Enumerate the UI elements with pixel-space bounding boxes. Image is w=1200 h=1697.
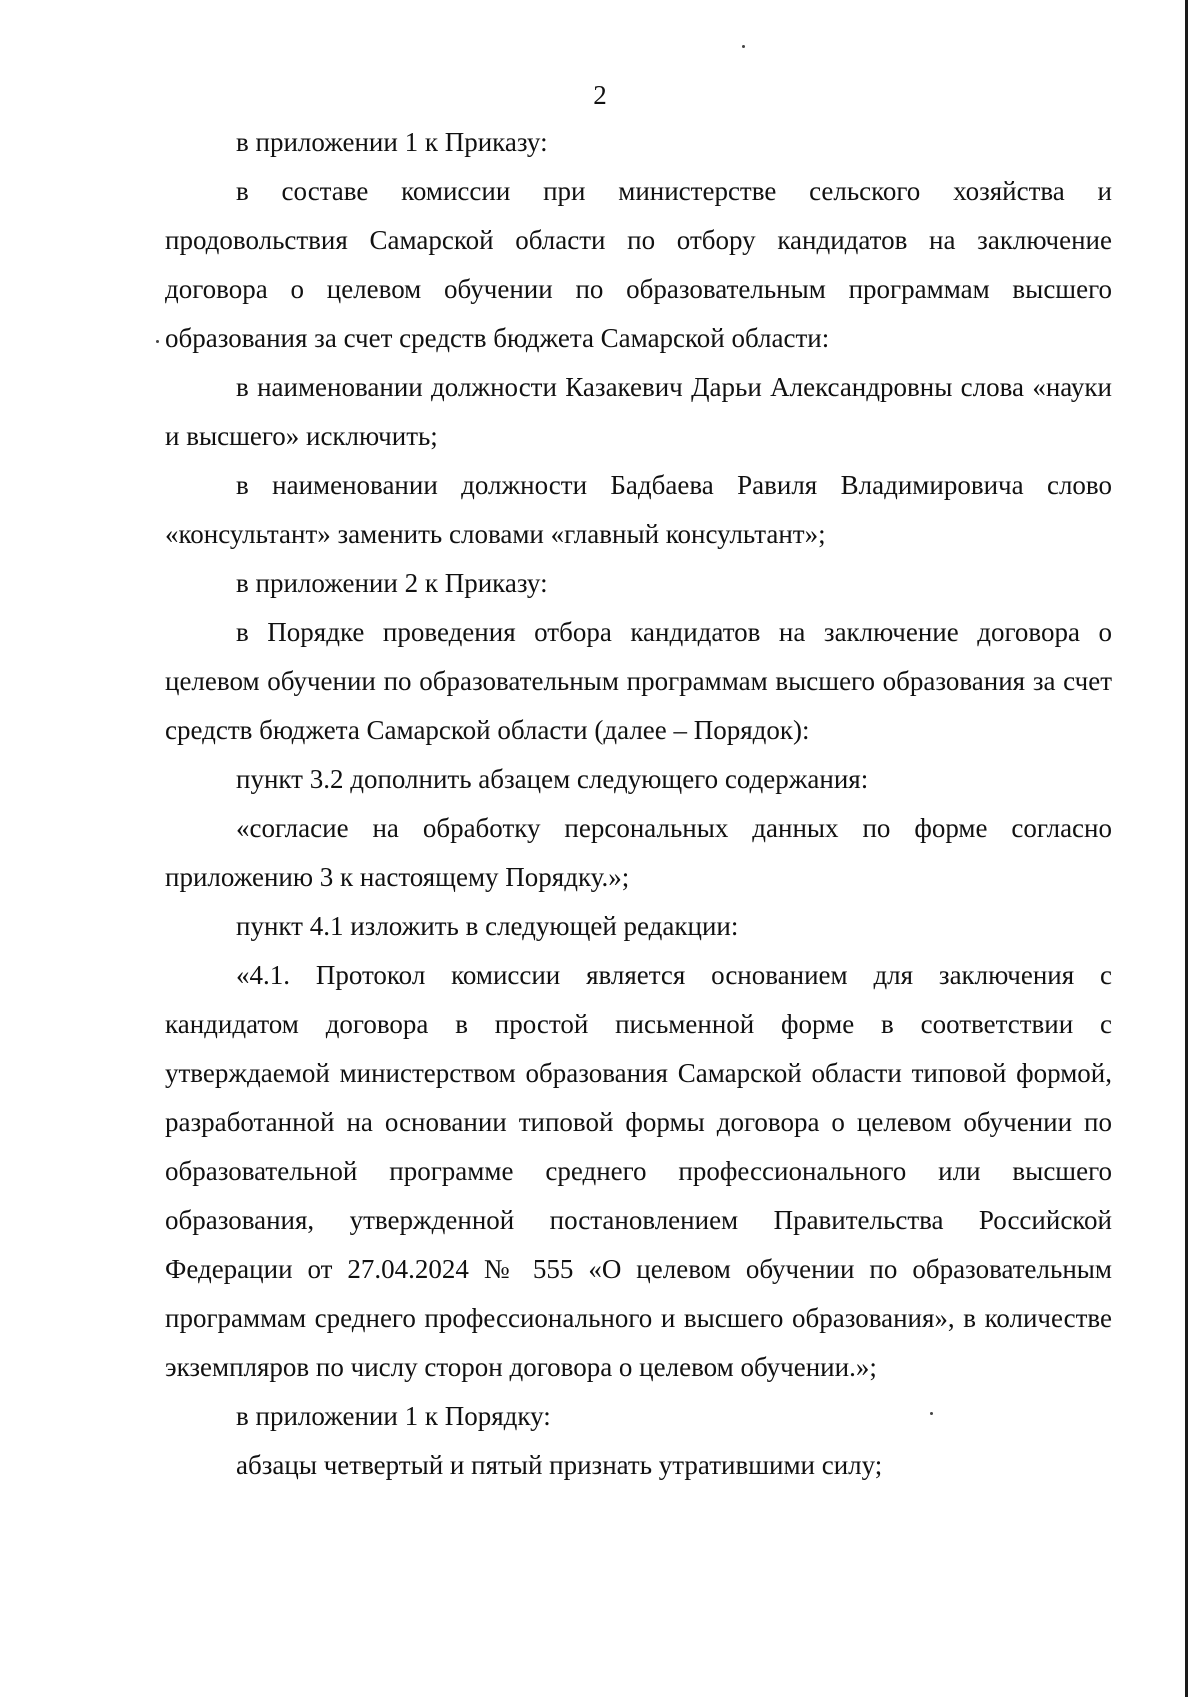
paragraph-protocol-text: «4.1. Протокол комиссии является основанием для заключения с кандидатом договора в простой письменной форме в соответствии с утверждаемой министерством образования Самарской области типовой формой, разработанной на основании типовой формы договора о целевом обучении по образовательной программе среднего профессионального или высшего образования, утвержденной постановлением Правительства Российской Федерации от 27.04.2024 № 555 «О целевом обучении по образовательным программам среднего профессионального и высшего образования», в количестве экземпляров по числу сторон договора о целевом обучении.»; — [165, 960, 1112, 1382]
scan-speck — [742, 45, 745, 48]
page-number: 2 — [593, 80, 607, 110]
paragraph-badbaev-title: в наименовании должности Бадбаева Равиля Владимировича слово «консультант» заменить словами «главный консультант»; — [165, 470, 1112, 549]
paragraph-item-3-2: пункт 3.2 дополнить абзацем следующего содержания: — [236, 764, 869, 794]
paragraph-appendix-1-heading: в приложении 1 к Приказу: — [236, 127, 548, 157]
paragraph-personal-data-consent: «согласие на обработку персональных данных по форме согласно приложению 3 к настоящему Порядку.»; — [165, 813, 1112, 892]
paragraph-procedure-appendix-1: в приложении 1 к Порядку: — [236, 1401, 551, 1431]
paragraph-item-4-1: пункт 4.1 изложить в следующей редакции: — [236, 911, 739, 941]
paragraph-appendix-2-heading: в приложении 2 к Приказу: — [236, 568, 548, 598]
paragraph-selection-procedure: в Порядке проведения отбора кандидатов на заключение договора о целевом обучении по образовательным программам высшего образования за счет средств бюджета Самарской области (далее – Порядок): — [165, 617, 1112, 745]
paragraph-commission-composition: в составе комиссии при министерстве сельского хозяйства и продовольствия Самарской области по отбору кандидатов на заключение договора о целевом обучении по образовательным программам высшего образования за счет средств бюджета Самарской области: — [165, 176, 1112, 353]
document-body — [165, 118, 1112, 1490]
paragraph-kazakevich-title: в наименовании должности Казакевич Дарьи Александровны слова «науки и высшего» исключить; — [165, 372, 1112, 451]
scan-border-line — [1185, 0, 1188, 1697]
paragraph-repealed-clauses: абзацы четвертый и пятый признать утратившими силу; — [236, 1450, 883, 1480]
scan-speck — [156, 340, 159, 343]
